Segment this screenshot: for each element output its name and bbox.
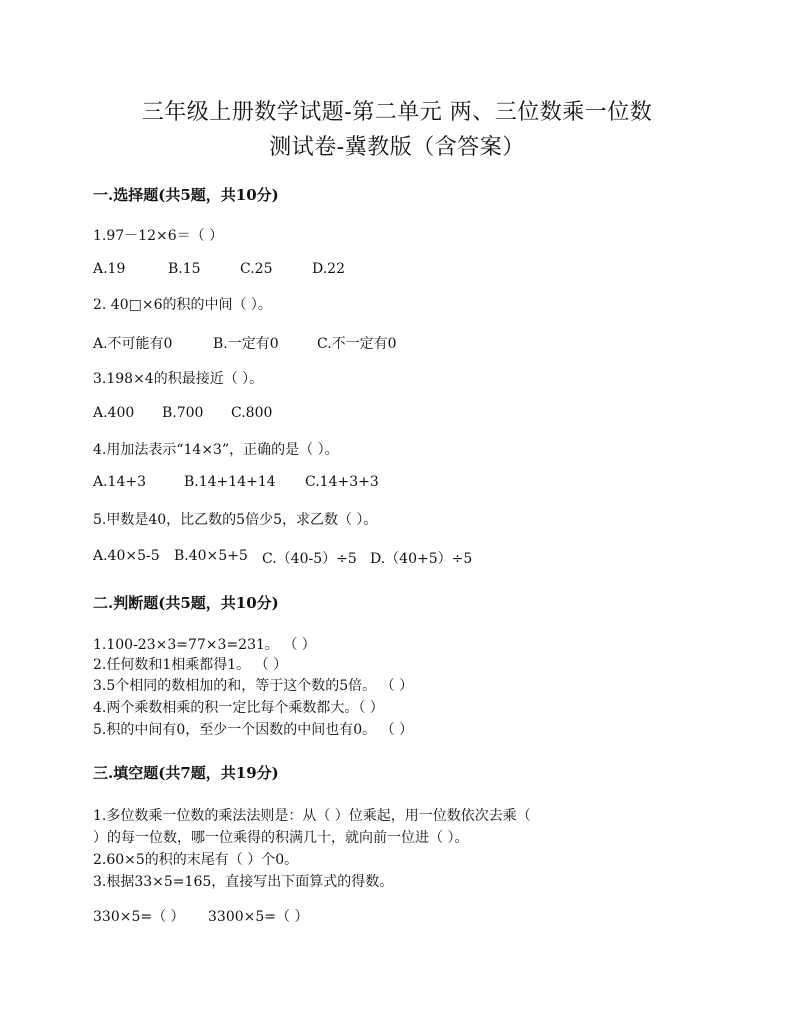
option: C.（40-5）÷5 <box>262 551 357 567</box>
judgement-item: 5.积的中间有0，至少一个因数的中间也有0。 （ ） <box>93 722 414 738</box>
fill-blank-subitem: 3300×5=（ ） <box>208 909 309 925</box>
document-title-line2: 测试卷-冀教版（含答案） <box>269 135 525 160</box>
option: B.40×5+5 <box>174 548 248 564</box>
judgement-item: 4.两个乘数相乘的积一定比每个乘数都大。（ ） <box>93 700 384 716</box>
option: B.15 <box>168 261 201 277</box>
option: B.14+14+14 <box>184 474 276 490</box>
judgement-item: 3.5个相同的数相加的和，等于这个数的5倍。 （ ） <box>93 678 414 694</box>
option: B.700 <box>162 405 204 421</box>
option: A.400 <box>93 405 135 421</box>
option: A.40×5-5 <box>93 548 160 564</box>
fill-blank-item: 2.60×5的积的末尾有（ ）个0。 <box>93 852 299 868</box>
fill-blank-subitem: 330×5=（ ） <box>93 909 185 925</box>
section-heading-fill-blank: 三.填空题(共7题，共19分) <box>93 764 279 782</box>
question-stem: 5.甲数是40，比乙数的5倍少5，求乙数（ ）。 <box>93 512 378 528</box>
section-heading-choice: 一.选择题(共5题，共10分) <box>93 186 279 204</box>
question-stem: 1.97－12×6＝（ ） <box>93 228 224 244</box>
option: D.22 <box>312 261 345 277</box>
option: B.一定有0 <box>213 336 279 352</box>
option: C.800 <box>231 405 273 421</box>
question-stem: 2. 40□×6的积的中间（ ）。 <box>93 297 272 313</box>
section-heading-judgement: 二.判断题(共5题，共10分) <box>93 594 279 612</box>
option: D.（40+5）÷5 <box>370 551 473 567</box>
document-title-line1: 三年级上册数学试题-第二单元 两、三位数乘一位数 <box>141 100 653 125</box>
fill-blank-item: 1.多位数乘一位数的乘法法则是：从（ ）位乘起，用一位数依次去乘（ <box>93 808 531 824</box>
option: A.不可能有0 <box>93 336 173 352</box>
option: A.19 <box>93 261 126 277</box>
judgement-item: 1.100-23×3=77×3=231。 （ ） <box>93 637 316 653</box>
question-stem: 4.用加法表示“14×3”，正确的是（ ）。 <box>93 442 339 458</box>
question-stem: 3.198×4的积最接近（ ）。 <box>93 371 264 387</box>
option: A.14+3 <box>93 474 147 490</box>
fill-blank-item: ）的每一位数，哪一位乘得的积满几十，就向前一位进（ ）。 <box>93 830 469 846</box>
option: C.25 <box>240 261 273 277</box>
judgement-item: 2.任何数和1相乘都得1。 （ ） <box>93 657 288 673</box>
option: C.不一定有0 <box>317 336 397 352</box>
option: C.14+3+3 <box>305 474 379 490</box>
fill-blank-item: 3.根据33×5=165，直接写出下面算式的得数。 <box>93 874 394 890</box>
